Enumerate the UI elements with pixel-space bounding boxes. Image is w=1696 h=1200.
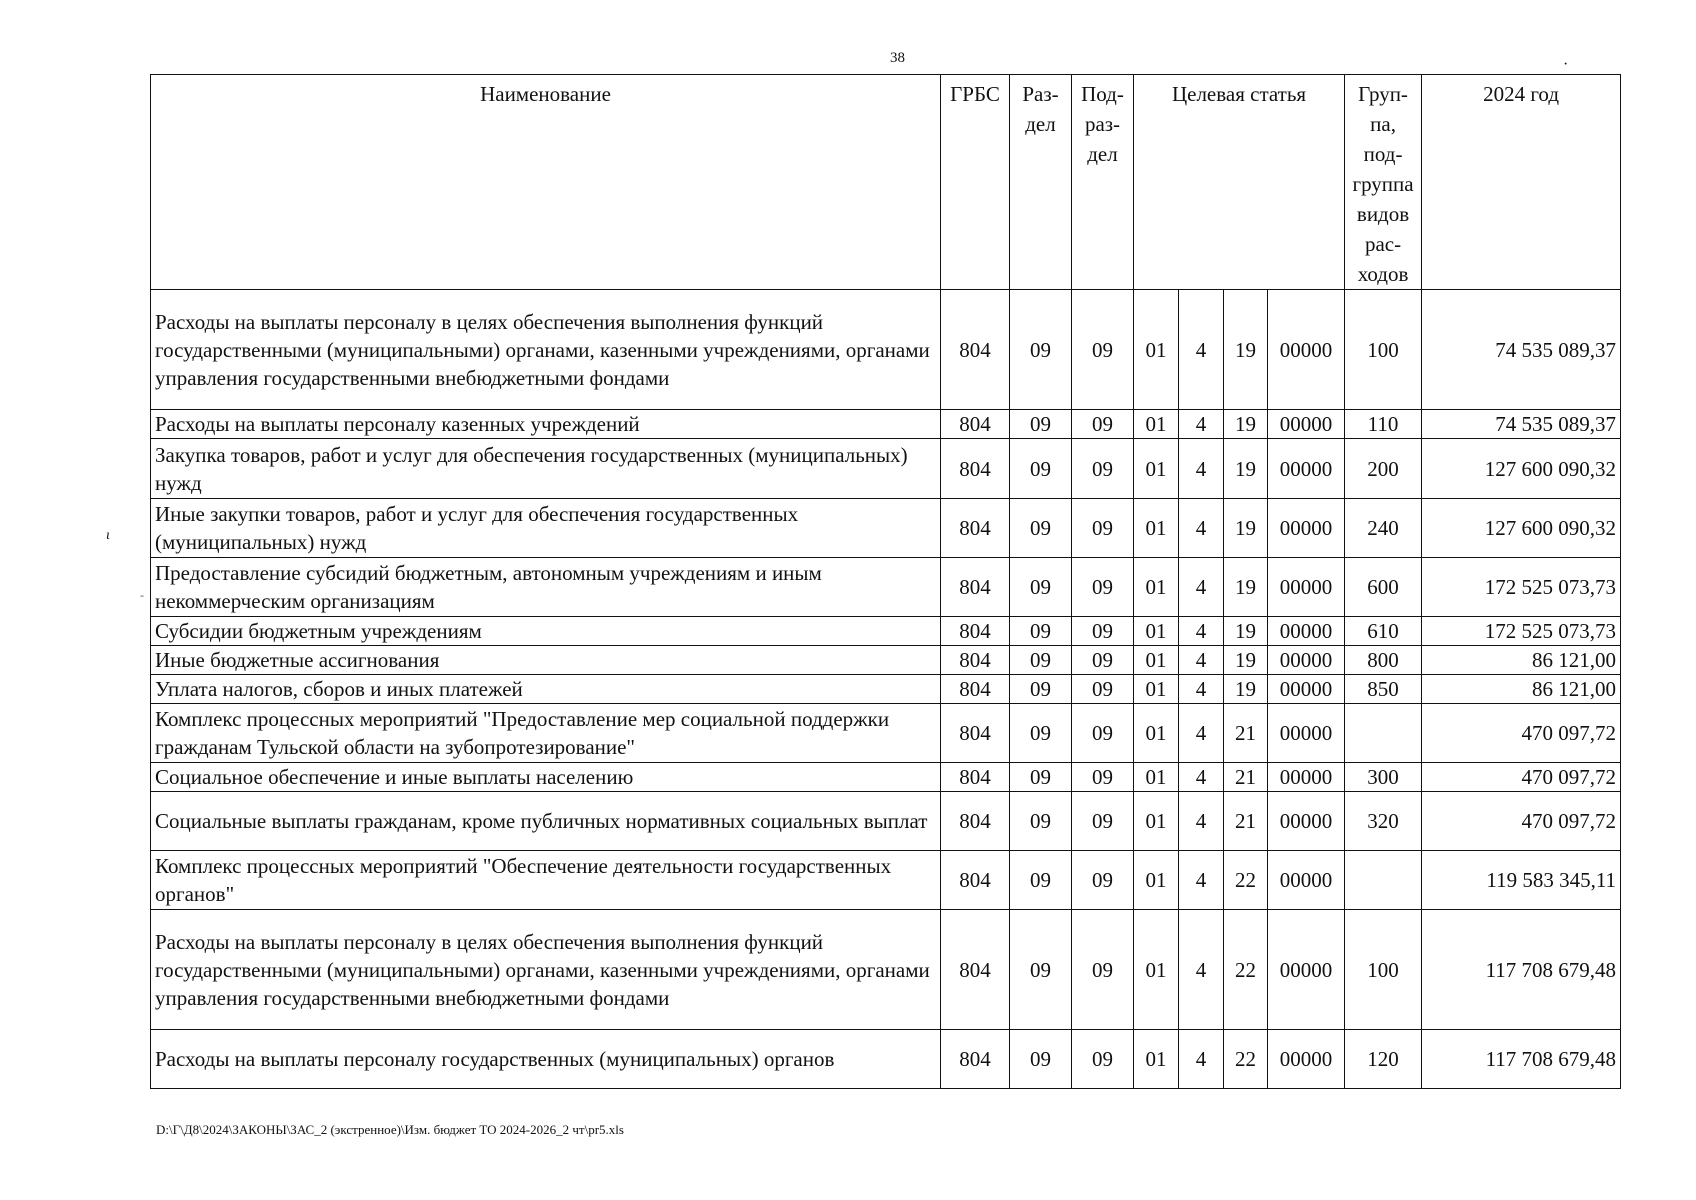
cell-amount: 86 121,00 bbox=[1422, 675, 1621, 704]
cell-cs4: 00000 bbox=[1268, 910, 1345, 1030]
table-row bbox=[151, 410, 1621, 439]
cell-grbs: 804 bbox=[941, 439, 1010, 499]
cell-grbs: 804 bbox=[941, 675, 1010, 704]
cell-rz: 09 bbox=[1010, 646, 1072, 675]
cell-cs1: 01 bbox=[1134, 646, 1179, 675]
cell-amount: 119 583 345,11 bbox=[1422, 851, 1621, 910]
cell-cs2: 4 bbox=[1179, 763, 1224, 792]
cell-cs4: 00000 bbox=[1268, 410, 1345, 439]
cell-cs4: 00000 bbox=[1268, 851, 1345, 910]
cell-cs3: 19 bbox=[1224, 646, 1268, 675]
cell-name: Уплата налогов, сборов и иных платежей bbox=[151, 675, 941, 704]
cell-pr: 09 bbox=[1072, 763, 1134, 792]
cell-vr: 200 bbox=[1345, 439, 1422, 499]
cell-cs3: 19 bbox=[1224, 439, 1268, 499]
cell-cs1: 01 bbox=[1134, 499, 1179, 558]
table-row bbox=[151, 910, 1621, 1030]
cell-vr: 610 bbox=[1345, 617, 1422, 646]
cell-cs1: 01 bbox=[1134, 290, 1179, 410]
cell-name: Социальное обеспечение и иные выплаты населению bbox=[151, 763, 941, 792]
cell-cs2: 4 bbox=[1179, 646, 1224, 675]
cell-grbs: 804 bbox=[941, 1030, 1010, 1089]
cell-cs2: 4 bbox=[1179, 851, 1224, 910]
cell-cs4: 00000 bbox=[1268, 617, 1345, 646]
table-row bbox=[151, 675, 1621, 704]
cell-pr: 09 bbox=[1072, 499, 1134, 558]
cell-vr bbox=[1345, 851, 1422, 910]
cell-amount: 470 097,72 bbox=[1422, 792, 1621, 851]
cell-amount: 74 535 089,37 bbox=[1422, 410, 1621, 439]
cell-cs3: 21 bbox=[1224, 704, 1268, 763]
cell-grbs: 804 bbox=[941, 558, 1010, 617]
table-row bbox=[151, 763, 1621, 792]
cell-cs1: 01 bbox=[1134, 763, 1179, 792]
cell-cs4: 00000 bbox=[1268, 290, 1345, 410]
cell-cs3: 19 bbox=[1224, 558, 1268, 617]
cell-rz: 09 bbox=[1010, 763, 1072, 792]
cell-amount: 127 600 090,32 bbox=[1422, 439, 1621, 499]
cell-cs3: 21 bbox=[1224, 763, 1268, 792]
table-row bbox=[151, 851, 1621, 910]
cell-grbs: 804 bbox=[941, 851, 1010, 910]
cell-rz: 09 bbox=[1010, 792, 1072, 851]
cell-name: Расходы на выплаты персоналу государственных (муниципальных) органов bbox=[151, 1030, 941, 1089]
cell-cs1: 01 bbox=[1134, 410, 1179, 439]
header-subsection: Под-раз-дел bbox=[1072, 75, 1134, 290]
cell-cs2: 4 bbox=[1179, 675, 1224, 704]
cell-cs4: 00000 bbox=[1268, 792, 1345, 851]
cell-cs1: 01 bbox=[1134, 792, 1179, 851]
cell-cs4: 00000 bbox=[1268, 558, 1345, 617]
cell-vr: 100 bbox=[1345, 910, 1422, 1030]
cell-grbs: 804 bbox=[941, 704, 1010, 763]
cell-name: Иные бюджетные ассигнования bbox=[151, 646, 941, 675]
header-name: Наименование bbox=[151, 75, 941, 290]
cell-cs3: 22 bbox=[1224, 1030, 1268, 1089]
cell-cs2: 4 bbox=[1179, 290, 1224, 410]
budget-table bbox=[150, 74, 1621, 1089]
cell-grbs: 804 bbox=[941, 792, 1010, 851]
cell-amount: 117 708 679,48 bbox=[1422, 1030, 1621, 1089]
cell-pr: 09 bbox=[1072, 617, 1134, 646]
cell-cs1: 01 bbox=[1134, 617, 1179, 646]
cell-pr: 09 bbox=[1072, 410, 1134, 439]
cell-cs1: 01 bbox=[1134, 704, 1179, 763]
table-row bbox=[151, 704, 1621, 763]
cell-rz: 09 bbox=[1010, 410, 1072, 439]
cell-name: Комплекс процессных мероприятий "Обеспечение деятельности государственных органов" bbox=[151, 851, 941, 910]
cell-amount: 172 525 073,73 bbox=[1422, 617, 1621, 646]
cell-cs1: 01 bbox=[1134, 851, 1179, 910]
header-grbs: ГРБС bbox=[941, 75, 1010, 290]
header-expense-group: Груп-па, под-группа видов рас-ходов bbox=[1345, 75, 1422, 290]
table-row bbox=[151, 1030, 1621, 1089]
cell-cs2: 4 bbox=[1179, 704, 1224, 763]
header-year: 2024 год bbox=[1422, 75, 1621, 290]
cell-name: Комплекс процессных мероприятий "Предоставление мер социальной поддержки гражданам Тульской области на зубопротезирование" bbox=[151, 704, 941, 763]
cell-vr: 240 bbox=[1345, 499, 1422, 558]
cell-name: Предоставление субсидий бюджетным, автономным учреждениям и иным некоммерческим организациям bbox=[151, 558, 941, 617]
cell-pr: 09 bbox=[1072, 792, 1134, 851]
table-row bbox=[151, 617, 1621, 646]
cell-cs4: 00000 bbox=[1268, 646, 1345, 675]
cell-vr: 600 bbox=[1345, 558, 1422, 617]
cell-cs2: 4 bbox=[1179, 910, 1224, 1030]
cell-vr: 110 bbox=[1345, 410, 1422, 439]
cell-cs2: 4 bbox=[1179, 410, 1224, 439]
cell-cs3: 19 bbox=[1224, 675, 1268, 704]
cell-rz: 09 bbox=[1010, 558, 1072, 617]
cell-grbs: 804 bbox=[941, 290, 1010, 410]
cell-vr: 800 bbox=[1345, 646, 1422, 675]
margin-mark: ι bbox=[106, 528, 110, 543]
cell-cs3: 22 bbox=[1224, 910, 1268, 1030]
cell-amount: 172 525 073,73 bbox=[1422, 558, 1621, 617]
cell-name: Социальные выплаты гражданам, кроме публичных нормативных социальных выплат bbox=[151, 792, 941, 851]
table-header-row bbox=[151, 75, 1621, 290]
cell-pr: 09 bbox=[1072, 851, 1134, 910]
margin-mark-2: - bbox=[140, 588, 144, 602]
cell-vr: 300 bbox=[1345, 763, 1422, 792]
cell-cs1: 01 bbox=[1134, 558, 1179, 617]
cell-rz: 09 bbox=[1010, 675, 1072, 704]
cell-grbs: 804 bbox=[941, 410, 1010, 439]
cell-cs1: 01 bbox=[1134, 439, 1179, 499]
cell-amount: 86 121,00 bbox=[1422, 646, 1621, 675]
cell-rz: 09 bbox=[1010, 617, 1072, 646]
cell-cs2: 4 bbox=[1179, 558, 1224, 617]
cell-name: Иные закупки товаров, работ и услуг для обеспечения государственных (муниципальных) нужд bbox=[151, 499, 941, 558]
cell-vr bbox=[1345, 704, 1422, 763]
cell-amount: 74 535 089,37 bbox=[1422, 290, 1621, 410]
header-section: Раз-дел bbox=[1010, 75, 1072, 290]
cell-pr: 09 bbox=[1072, 675, 1134, 704]
cell-cs1: 01 bbox=[1134, 1030, 1179, 1089]
cell-cs1: 01 bbox=[1134, 675, 1179, 704]
cell-cs4: 00000 bbox=[1268, 499, 1345, 558]
cell-grbs: 804 bbox=[941, 646, 1010, 675]
corner-dot: · bbox=[1563, 56, 1569, 73]
cell-vr: 100 bbox=[1345, 290, 1422, 410]
cell-name: Расходы на выплаты персоналу в целях обеспечения выполнения функций государственными (муниципальными) органами, казенными учреждениями, органами управления государственными внебюджетными фондами bbox=[151, 910, 941, 1030]
cell-cs3: 19 bbox=[1224, 617, 1268, 646]
cell-cs3: 19 bbox=[1224, 499, 1268, 558]
cell-rz: 09 bbox=[1010, 1030, 1072, 1089]
cell-pr: 09 bbox=[1072, 704, 1134, 763]
cell-vr: 320 bbox=[1345, 792, 1422, 851]
cell-cs1: 01 bbox=[1134, 910, 1179, 1030]
cell-cs2: 4 bbox=[1179, 1030, 1224, 1089]
cell-grbs: 804 bbox=[941, 617, 1010, 646]
cell-name: Расходы на выплаты персоналу казенных учреждений bbox=[151, 410, 941, 439]
cell-name: Закупка товаров, работ и услуг для обеспечения государственных (муниципальных) нужд bbox=[151, 439, 941, 499]
table-row bbox=[151, 439, 1621, 499]
cell-rz: 09 bbox=[1010, 439, 1072, 499]
table-row bbox=[151, 499, 1621, 558]
cell-cs3: 19 bbox=[1224, 290, 1268, 410]
cell-cs4: 00000 bbox=[1268, 439, 1345, 499]
cell-grbs: 804 bbox=[941, 763, 1010, 792]
cell-pr: 09 bbox=[1072, 290, 1134, 410]
cell-pr: 09 bbox=[1072, 646, 1134, 675]
cell-cs3: 19 bbox=[1224, 410, 1268, 439]
cell-cs4: 00000 bbox=[1268, 675, 1345, 704]
cell-rz: 09 bbox=[1010, 290, 1072, 410]
cell-vr: 120 bbox=[1345, 1030, 1422, 1089]
cell-cs4: 00000 bbox=[1268, 763, 1345, 792]
cell-vr: 850 bbox=[1345, 675, 1422, 704]
cell-amount: 117 708 679,48 bbox=[1422, 910, 1621, 1030]
cell-cs3: 21 bbox=[1224, 792, 1268, 851]
cell-name: Расходы на выплаты персоналу в целях обеспечения выполнения функций государственными (муниципальными) органами, казенными учреждениями, органами управления государственными внебюджетными фондами bbox=[151, 290, 941, 410]
cell-pr: 09 bbox=[1072, 439, 1134, 499]
cell-cs2: 4 bbox=[1179, 499, 1224, 558]
table-row bbox=[151, 558, 1621, 617]
footer-file-path: D:\Г\Д8\2024\ЗАКОНЫ\ЗАС_2 (экстренное)\Изм. бюджет ТО 2024-2026_2 чт\pr5.xls bbox=[156, 1122, 624, 1137]
cell-rz: 09 bbox=[1010, 910, 1072, 1030]
cell-cs4: 00000 bbox=[1268, 1030, 1345, 1089]
table-row bbox=[151, 646, 1621, 675]
cell-rz: 09 bbox=[1010, 851, 1072, 910]
cell-cs4: 00000 bbox=[1268, 704, 1345, 763]
cell-grbs: 804 bbox=[941, 910, 1010, 1030]
cell-pr: 09 bbox=[1072, 910, 1134, 1030]
table-row bbox=[151, 290, 1621, 410]
page-number: 38 bbox=[890, 50, 905, 66]
cell-amount: 470 097,72 bbox=[1422, 704, 1621, 763]
cell-rz: 09 bbox=[1010, 704, 1072, 763]
cell-rz: 09 bbox=[1010, 499, 1072, 558]
cell-pr: 09 bbox=[1072, 558, 1134, 617]
header-target-article: Целевая статья bbox=[1134, 75, 1345, 290]
cell-cs2: 4 bbox=[1179, 792, 1224, 851]
cell-grbs: 804 bbox=[941, 499, 1010, 558]
cell-cs2: 4 bbox=[1179, 439, 1224, 499]
cell-name: Субсидии бюджетным учреждениям bbox=[151, 617, 941, 646]
cell-cs2: 4 bbox=[1179, 617, 1224, 646]
cell-cs3: 22 bbox=[1224, 851, 1268, 910]
cell-pr: 09 bbox=[1072, 1030, 1134, 1089]
cell-amount: 127 600 090,32 bbox=[1422, 499, 1621, 558]
table-row bbox=[151, 792, 1621, 851]
cell-amount: 470 097,72 bbox=[1422, 763, 1621, 792]
